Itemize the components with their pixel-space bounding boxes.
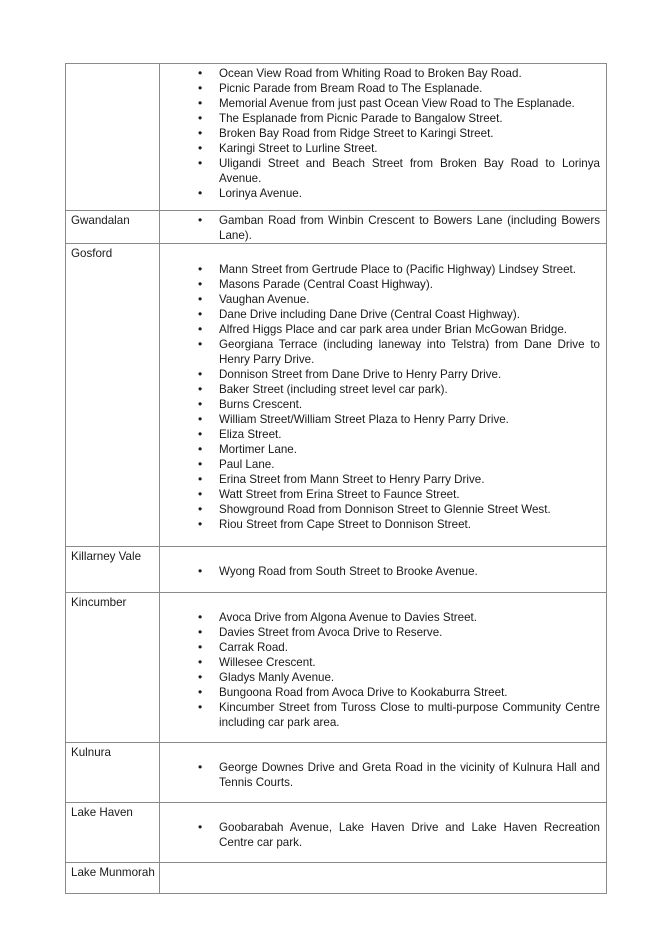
list-item: • The Esplanade from Picnic Parade to Bangalow Street. (219, 111, 600, 126)
list-item: • Dane Drive including Dane Drive (Central Coast Highway). (219, 307, 600, 322)
list-item: • Ocean View Road from Whiting Road to Broken Bay Road. (219, 66, 600, 81)
streets-cell (160, 863, 607, 894)
list-item: • George Downes Drive and Greta Road in the vicinity of Kulnura Hall and Tennis Courts. (219, 760, 600, 790)
list-item: • Eliza Street. (219, 427, 600, 442)
list-item: • Uligandi Street and Beach Street from Broken Bay Road to Lorinya Avenue. (219, 156, 600, 186)
list-item: • Gamban Road from Winbin Crescent to Bowers Lane (including Bowers Lane). (219, 213, 600, 243)
list-item: • Gladys Manly Avenue. (219, 670, 600, 685)
table-row (66, 803, 607, 863)
streets-cell (160, 244, 607, 547)
street-list (160, 64, 600, 210)
list-item: • Lorinya Avenue. (219, 186, 600, 201)
street-list (160, 547, 600, 592)
table-row (66, 743, 607, 803)
streets-cell (160, 803, 607, 863)
location-cell: Gosford (66, 244, 160, 547)
list-item: • Riou Street from Cape Street to Donnison Street. (219, 517, 600, 532)
table-row (66, 64, 607, 211)
table-row (66, 211, 607, 244)
list-item: • Avoca Drive from Algona Avenue to Davies Street. (219, 610, 600, 625)
street-list (160, 211, 600, 243)
list-item: • Bungoona Road from Avoca Drive to Kookaburra Street. (219, 685, 600, 700)
streets-cell (160, 211, 607, 244)
list-item: • Picnic Parade from Bream Road to The Esplanade. (219, 81, 600, 96)
location-cell: Lake Haven (66, 803, 160, 863)
street-list (160, 743, 600, 802)
list-item: • Wyong Road from South Street to Brooke Avenue. (219, 564, 600, 579)
location-cell: Kincumber (66, 593, 160, 743)
streets-cell (160, 593, 607, 743)
location-cell: Lake Munmorah (66, 863, 160, 894)
list-item: • Alfred Higgs Place and car park area under Brian McGowan Bridge. (219, 322, 600, 337)
list-item: • Memorial Avenue from just past Ocean View Road to The Esplanade. (219, 96, 600, 111)
list-item: • Donnison Street from Dane Drive to Henry Parry Drive. (219, 367, 600, 382)
list-item: • Goobarabah Avenue, Lake Haven Drive and Lake Haven Recreation Centre car park. (219, 820, 600, 850)
table-row (66, 244, 607, 547)
list-item: • Karingi Street to Lurline Street. (219, 141, 600, 156)
list-item: • Burns Crescent. (219, 397, 600, 412)
location-cell (66, 64, 160, 211)
list-item: • Vaughan Avenue. (219, 292, 600, 307)
list-item: • Broken Bay Road from Ridge Street to Karingi Street. (219, 126, 600, 141)
list-item: • Watt Street from Erina Street to Faunce Street. (219, 487, 600, 502)
location-cell: Gwandalan (66, 211, 160, 244)
list-item: • Davies Street from Avoca Drive to Reserve. (219, 625, 600, 640)
street-list (160, 593, 600, 742)
list-item: • Paul Lane. (219, 457, 600, 472)
street-list-table (65, 63, 607, 894)
street-list (160, 244, 600, 546)
list-item: • Mortimer Lane. (219, 442, 600, 457)
table-row (66, 863, 607, 894)
streets-cell (160, 547, 607, 593)
list-item: • Erina Street from Mann Street to Henry Parry Drive. (219, 472, 600, 487)
streets-cell (160, 64, 607, 211)
list-item: • Kincumber Street from Tuross Close to multi-purpose Community Centre including car park area. (219, 700, 600, 730)
list-item: • William Street/William Street Plaza to Henry Parry Drive. (219, 412, 600, 427)
location-cell: Killarney Vale (66, 547, 160, 593)
streets-cell (160, 743, 607, 803)
street-list (160, 803, 600, 862)
list-item: • Carrak Road. (219, 640, 600, 655)
list-item: • Baker Street (including street level car park). (219, 382, 600, 397)
list-item: • Georgiana Terrace (including laneway into Telstra) from Dane Drive to Henry Parry Drive. (219, 337, 600, 367)
table-row (66, 593, 607, 743)
list-item: • Willesee Crescent. (219, 655, 600, 670)
location-cell: Kulnura (66, 743, 160, 803)
list-item: • Mann Street from Gertrude Place to (Pacific Highway) Lindsey Street. (219, 262, 600, 277)
list-item: • Masons Parade (Central Coast Highway). (219, 277, 600, 292)
table-row (66, 547, 607, 593)
list-item: • Showground Road from Donnison Street to Glennie Street West. (219, 502, 600, 517)
